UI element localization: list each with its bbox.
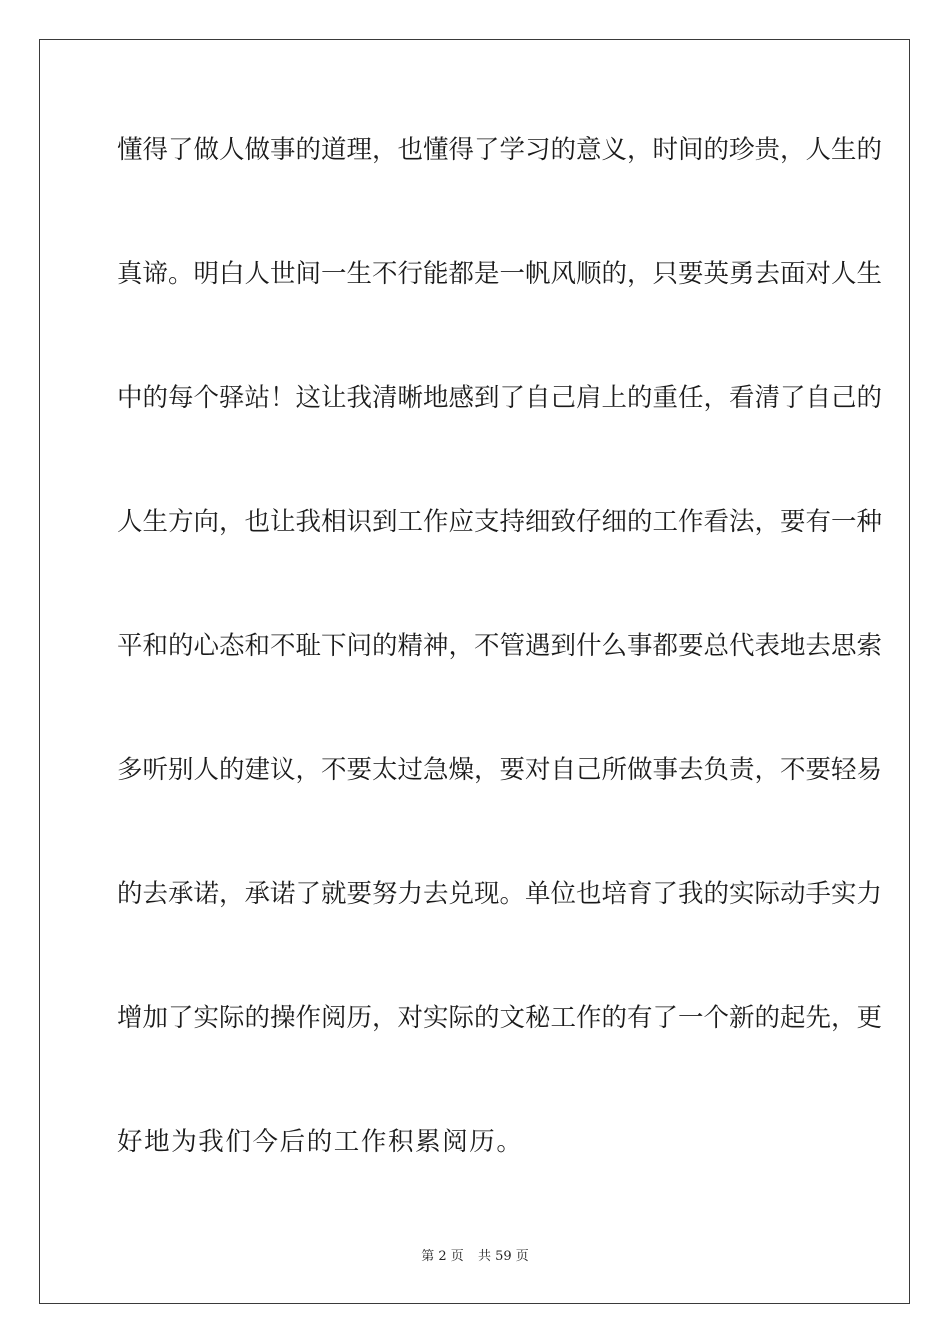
page-total: 共 59 页 xyxy=(477,1249,529,1264)
page-footer xyxy=(0,1248,950,1266)
text-line: 中的每个驿站！这让我清晰地感到了自己肩上的重任，看清了自己的 xyxy=(117,383,883,413)
page-number: 第 2 页 xyxy=(421,1249,464,1264)
text-line: 人生方向，也让我相识到工作应支持细致仔细的工作看法，要有一种 xyxy=(117,507,883,537)
text-line-last: 好地为我们今后的工作积累阅历。 xyxy=(117,1127,524,1157)
page-border xyxy=(39,39,910,1304)
text-line: 懂得了做人做事的道理，也懂得了学习的意义，时间的珍贵，人生的 xyxy=(117,135,883,165)
text-line: 的去承诺，承诺了就要努力去兑现。单位也培育了我的实际动手实力 xyxy=(117,879,883,909)
text-line: 平和的心态和不耻下问的精神，不管遇到什么事都要总代表地去思索 xyxy=(117,631,883,661)
text-line: 多听别人的建议，不要太过急燥，要对自己所做事去负责，不要轻易 xyxy=(117,755,883,785)
text-line: 增加了实际的操作阅历，对实际的文秘工作的有了一个新的起先，更 xyxy=(117,1003,883,1033)
text-line: 真谛。明白人世间一生不行能都是一帆风顺的，只要英勇去面对人生 xyxy=(117,259,883,289)
